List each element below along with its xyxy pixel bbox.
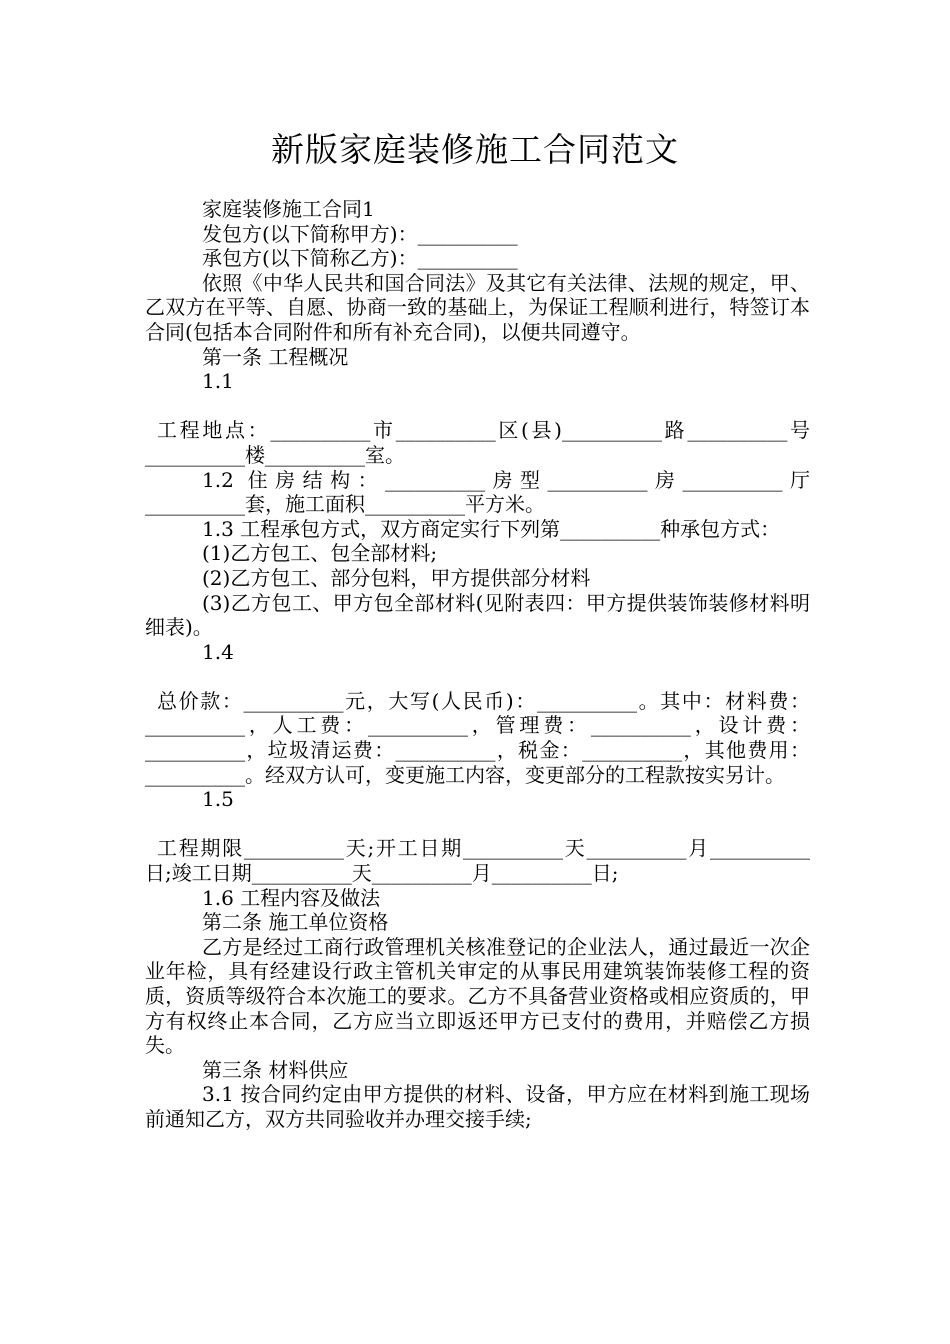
clause-1-5-schedule: 工程期限__________天;开工日期__________天__________月__________日;竣工日期__________天__________月__________日; — [145, 836, 810, 886]
article-3-heading: 第三条 材料供应 — [202, 1057, 349, 1082]
clause-1-1-number: 1.1 — [202, 369, 234, 394]
option-3: (3)乙方包工、甲方包全部材料(见附表四：甲方提供装饰装修材料明细表)。 — [145, 590, 810, 640]
document-body — [145, 197, 810, 1132]
option-1: (1)乙方包工、包全部材料; — [202, 541, 438, 566]
article-1-heading: 第一条 工程概况 — [202, 344, 349, 369]
clause-1-4-price: 总价款：__________元，大写(人民币)：__________。其中：材料费：__________，人工费：__________，管理费：__________，设计费：__________，垃圾清运费：__________，税金：__________，其他费用：__________。经双方认可，变更施工内容，变更部分的工程款按实另计。 — [145, 688, 810, 787]
option-2: (2)乙方包工、部分包料，甲方提供部分材料 — [202, 565, 591, 590]
clause-1-1-location: 工程地点：__________市__________区(县)__________路__________号__________楼__________室。 — [145, 418, 810, 467]
document-title: 新版家庭装修施工合同范文 — [271, 130, 679, 169]
party-a-line: 发包方(以下简称甲方)：__________ — [202, 221, 518, 246]
article-2-heading: 第二条 施工单位资格 — [202, 910, 389, 935]
blank-line — [145, 812, 810, 837]
clause-3-1: 3.1 按合同约定由甲方提供的材料、设备，甲方应在材料到施工现场前通知乙方，双方共同验收并办理交接手续; — [145, 1082, 810, 1131]
clause-1-5-number: 1.5 — [202, 787, 234, 812]
blank-line — [145, 664, 810, 689]
contract-heading: 家庭装修施工合同1 — [202, 197, 375, 221]
article-2-paragraph: 乙方是经过工商行政管理机关核准登记的企业法人，通过最近一次企业年检，具有经建设行政主管机关审定的从事民用建筑装饰装修工程的资质，资质等级符合本次施工的要求。乙方不具备营业资格或相应资质的，甲方有权终止本合同，乙方应当立即返还甲方已支付的费用，并赔偿乙方损失。 — [145, 934, 810, 1058]
clause-1-3-method: 1.3 工程承包方式，双方商定实行下列第__________种承包方式： — [202, 516, 781, 541]
clause-1-2-structure: 1.2 住房结构：__________房型__________房__________厅__________套，施工面积__________平方米。 — [145, 467, 810, 517]
party-b-line: 承包方(以下简称乙方)：__________ — [202, 246, 518, 271]
blank-line — [145, 394, 810, 419]
preamble-paragraph: 依照《中华人民共和国合同法》及其它有关法律、法规的规定，甲、乙双方在平等、自愿、协商一致的基础上，为保证工程顺利进行，特签订本合同(包括本合同附件和所有补充合同)，以便共同遵守。 — [145, 270, 810, 344]
clause-1-4-number: 1.4 — [202, 639, 234, 664]
clause-1-6-content: 1.6 工程内容及做法 — [202, 885, 381, 910]
